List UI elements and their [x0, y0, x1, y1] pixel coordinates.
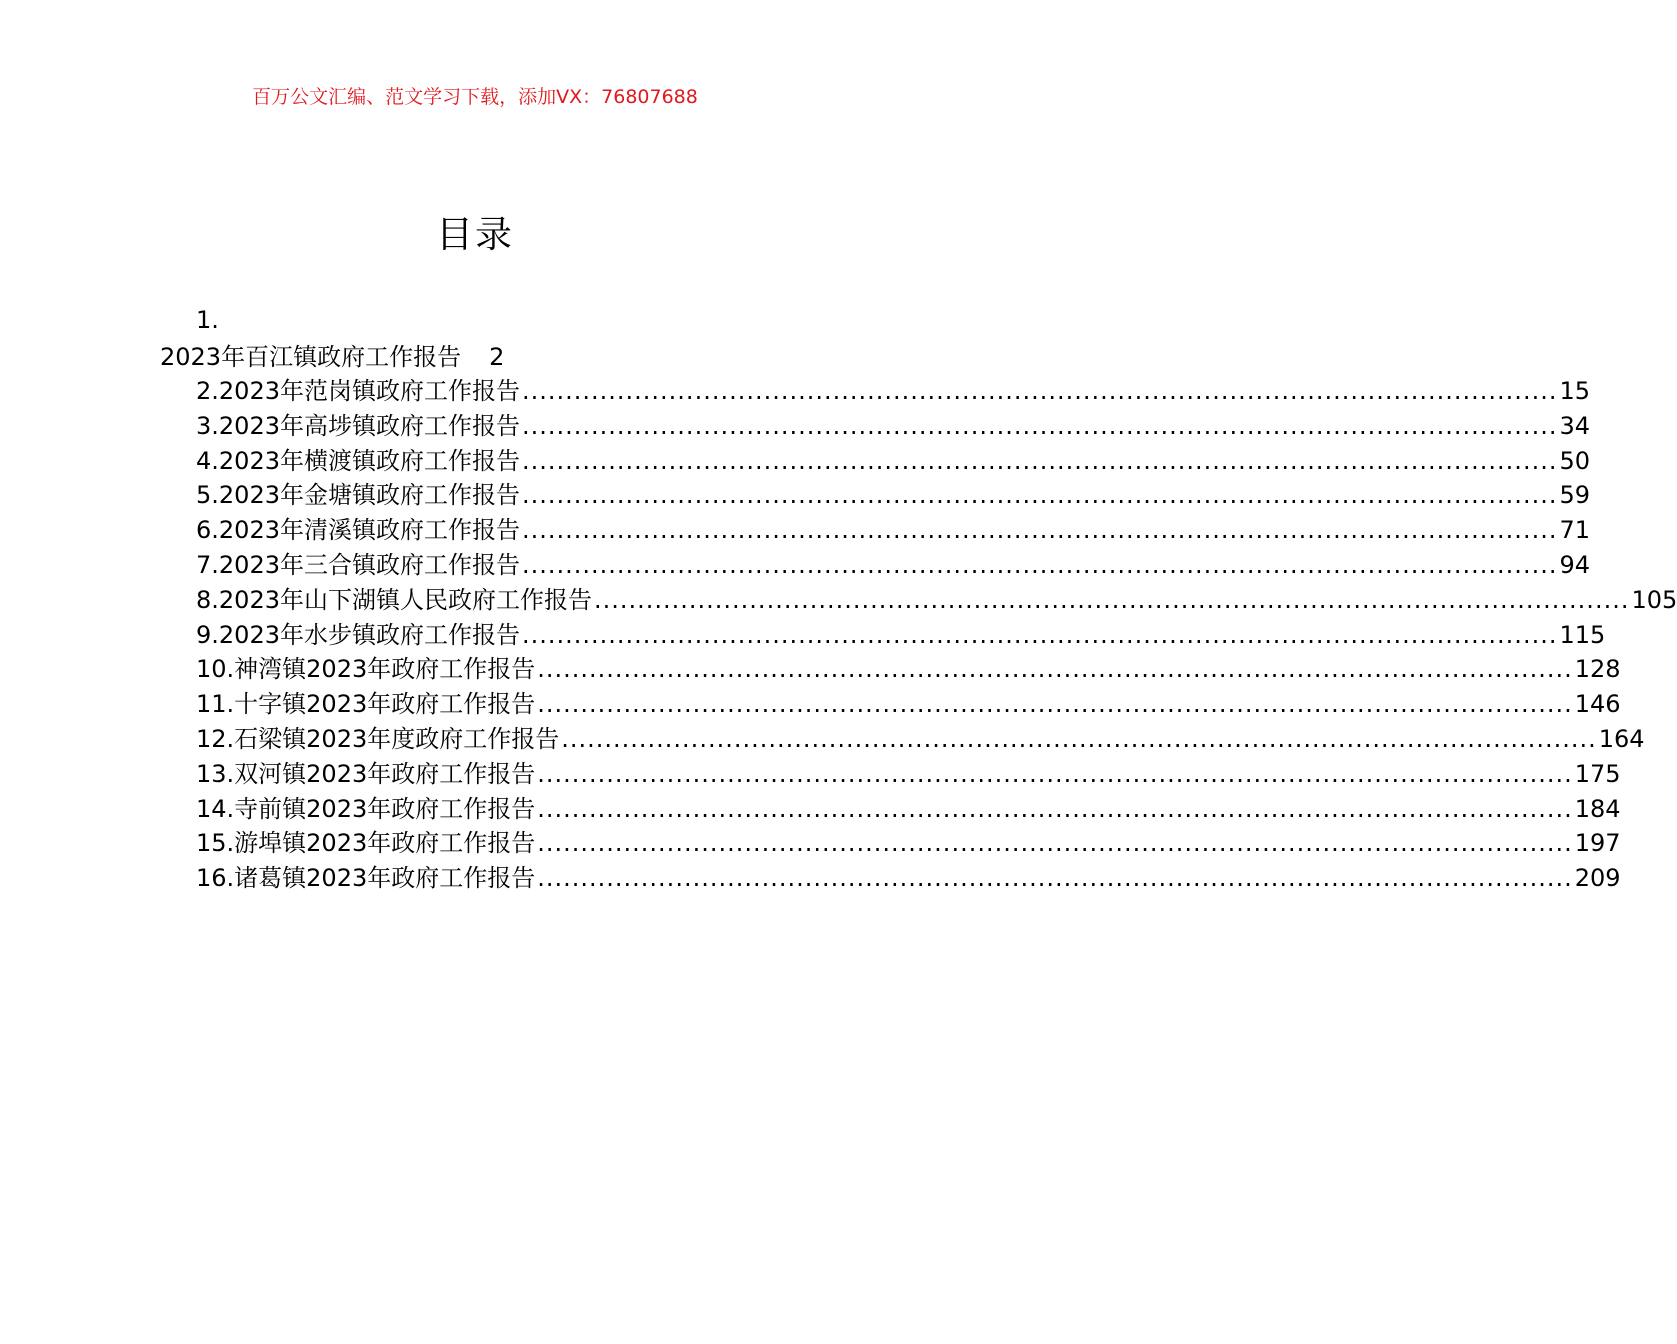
toc-entry-label: 10.神湾镇2023年政府工作报告	[196, 655, 536, 684]
toc-dot-leader: ........................................................................................................................	[521, 516, 1558, 545]
toc-entry-label: 8.2023年山下湖镇人民政府工作报告	[196, 585, 592, 614]
toc-entry-label: 15.游埠镇2023年政府工作报告	[196, 829, 536, 858]
toc-dot-leader: ........................................................................................................................	[537, 759, 1573, 788]
toc-entry[interactable]	[196, 444, 1590, 479]
toc-entry-label: 12.石梁镇2023年度政府工作报告	[196, 724, 560, 753]
toc-list	[196, 374, 1677, 896]
header-promo-note: 百万公文汇编、范文学习下载，添加VX：76807688	[252, 86, 698, 108]
toc-entry-page: 15	[1559, 377, 1590, 405]
toc-entry-page: 128	[1574, 655, 1621, 684]
toc-entry[interactable]	[196, 374, 1590, 409]
toc-dot-leader: ........................................................................................................................	[537, 864, 1573, 893]
toc-entry[interactable]	[196, 513, 1590, 548]
toc-entry[interactable]	[196, 583, 1677, 618]
toc-entry-page: 71	[1559, 516, 1590, 545]
toc-entry-page: 209	[1574, 864, 1621, 893]
toc-dot-leader: ........................................................................................................................	[521, 620, 1558, 649]
toc-entry[interactable]	[196, 652, 1621, 687]
toc-dot-leader: ........................................................................................................................	[561, 724, 1597, 753]
toc-entry-label: 16.诸葛镇2023年政府工作报告	[196, 864, 536, 893]
toc-entry-label: 9.2023年水步镇政府工作报告	[196, 620, 520, 649]
toc-entry-page: 2	[489, 343, 505, 371]
toc-dot-leader: ........................................................................................................................	[521, 550, 1558, 579]
toc-dot-leader: ........................................................................................................................	[593, 585, 1630, 614]
toc-first-entry[interactable]	[160, 340, 504, 374]
toc-dot-leader: ........................................................................................................................	[537, 829, 1573, 858]
toc-entry-page: 50	[1559, 446, 1590, 475]
toc-entry-page: 94	[1559, 550, 1590, 579]
toc-entry-page: 59	[1559, 481, 1590, 510]
toc-dot-leader: ........................................................................................................................	[521, 446, 1558, 475]
toc-entry-page: 105	[1631, 585, 1677, 614]
toc-dot-leader: ........................................................................................................................	[521, 411, 1558, 440]
toc-entry[interactable]	[196, 687, 1621, 722]
toc-dot-leader: ........................................................................................................................	[537, 794, 1573, 823]
toc-dot-leader: ........................................................................................................................	[521, 481, 1558, 510]
toc-first-entry-number: 1.	[196, 306, 219, 334]
toc-entry-label: 3.2023年高埗镇政府工作报告	[196, 411, 520, 440]
toc-entry[interactable]	[196, 861, 1621, 896]
toc-entry-label: 6.2023年清溪镇政府工作报告	[196, 516, 520, 545]
toc-entry-page: 175	[1574, 759, 1621, 788]
toc-entry-page: 184	[1574, 794, 1621, 823]
toc-entry[interactable]	[196, 757, 1621, 792]
toc-entry-label: 4.2023年横渡镇政府工作报告	[196, 446, 520, 475]
toc-entry-page: 164	[1598, 724, 1645, 753]
toc-dot-leader: ........................................................................................................................	[521, 377, 1558, 405]
toc-entry[interactable]	[196, 792, 1621, 827]
toc-entry[interactable]	[196, 548, 1590, 583]
toc-entry-label: 2023年百江镇政府工作报告	[160, 343, 462, 371]
toc-entry-page: 197	[1574, 829, 1621, 858]
toc-entry[interactable]	[196, 618, 1606, 653]
toc-entry-label: 11.十字镇2023年政府工作报告	[196, 690, 536, 719]
toc-entry-page: 34	[1559, 411, 1590, 440]
toc-entry[interactable]	[196, 478, 1590, 513]
toc-dot-leader: ........................................................................................................................	[537, 655, 1573, 684]
toc-entry[interactable]	[196, 826, 1621, 861]
toc-entry-label: 13.双河镇2023年政府工作报告	[196, 759, 536, 788]
toc-entry[interactable]	[196, 409, 1590, 444]
toc-entry-label: 14.寺前镇2023年政府工作报告	[196, 794, 536, 823]
toc-entry-label: 2.2023年范岗镇政府工作报告	[196, 377, 520, 405]
toc-entry[interactable]	[196, 722, 1645, 757]
toc-entry-page: 146	[1574, 690, 1621, 719]
toc-entry-label: 7.2023年三合镇政府工作报告	[196, 550, 520, 579]
toc-entry-page: 115	[1559, 620, 1606, 649]
toc-dot-leader: ........................................................................................................................	[537, 690, 1573, 719]
toc-title: 目录	[436, 213, 514, 256]
toc-entry-label: 5.2023年金塘镇政府工作报告	[196, 481, 520, 510]
